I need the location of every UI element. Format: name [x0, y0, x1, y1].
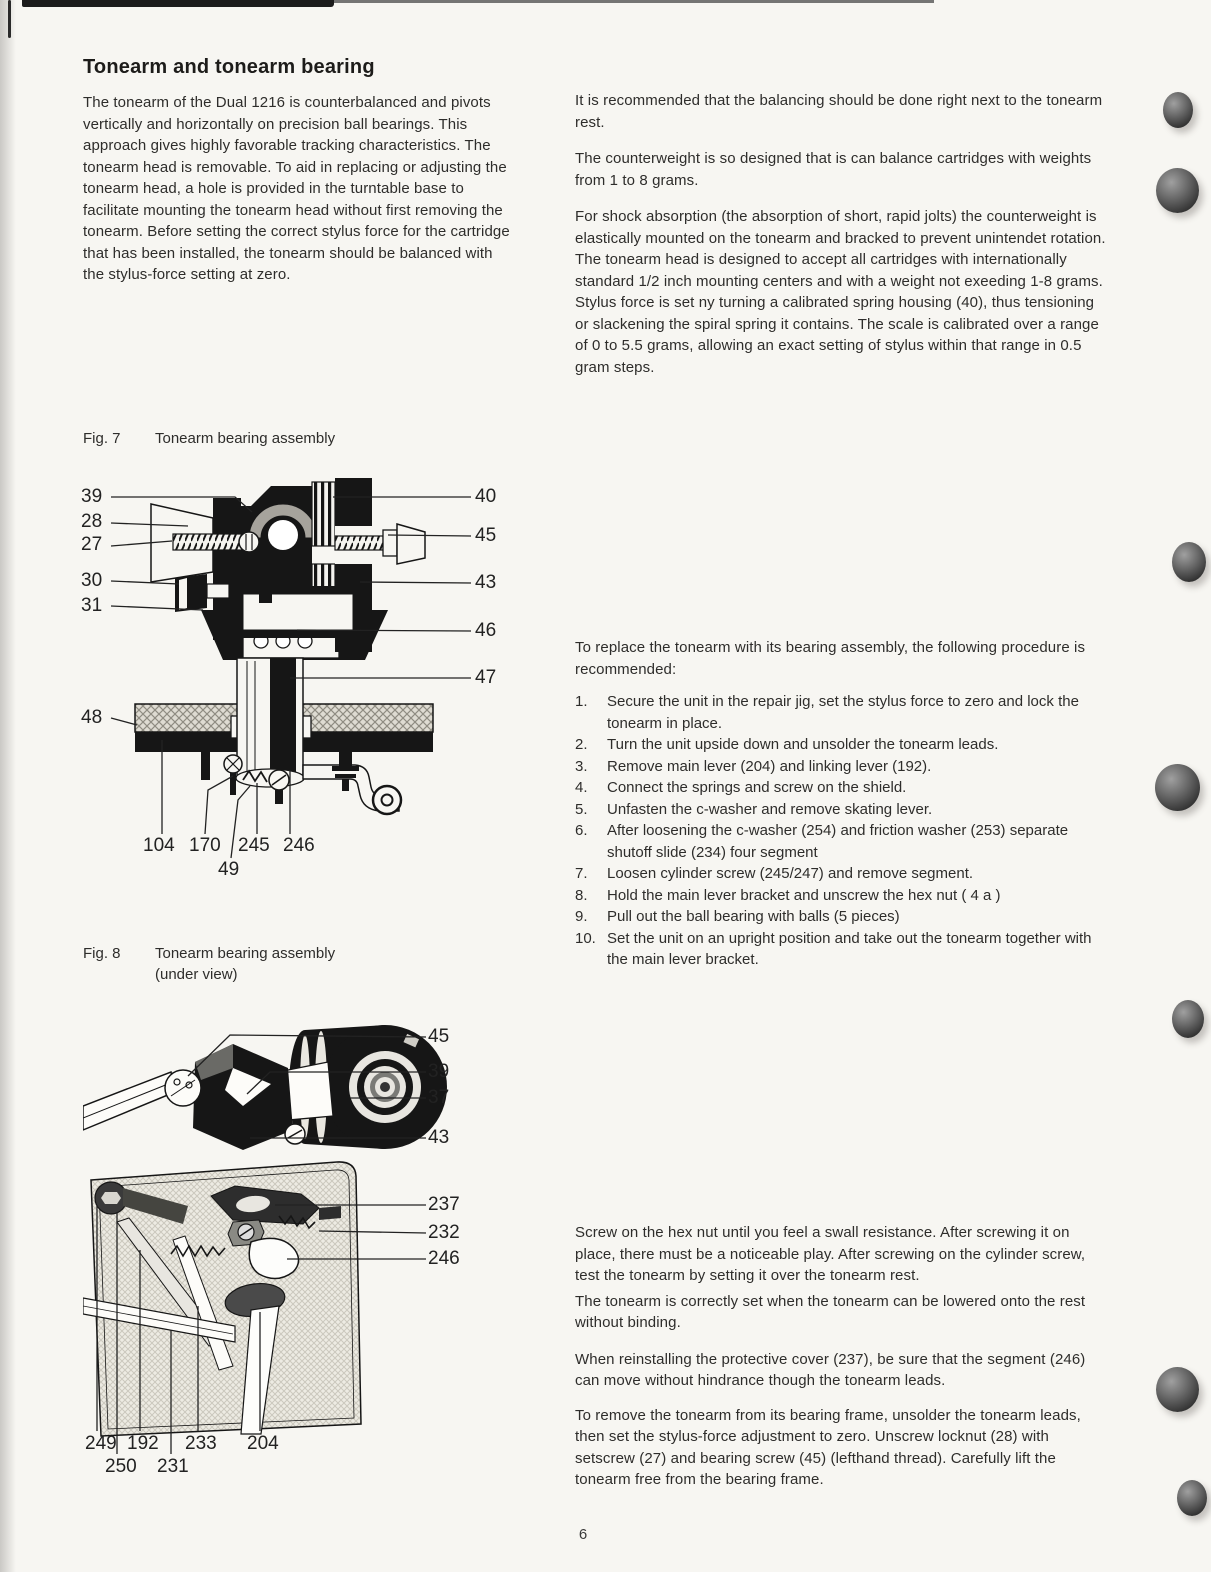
step-number: 4.	[575, 779, 588, 796]
step-text: Loosen cylinder screw (245/247) and remove segment.	[607, 865, 974, 882]
fig8-callout-45: 45	[428, 1026, 450, 1047]
procedure-step	[575, 906, 1108, 928]
fig7-callout-245: 245	[238, 835, 270, 856]
step-number: 8.	[575, 886, 588, 904]
fig7-callout-27: 27	[81, 534, 103, 555]
section-title: Tonearm and tonearm bearing	[83, 56, 375, 78]
step-number: 5.	[575, 800, 588, 818]
page-number: 6	[578, 1526, 588, 1543]
fig7-callout-47: 47	[475, 667, 497, 688]
intro-paragraph: The tonearm of the Dual 1216 is counterbalanced and pivots vertically and horizontally on precision ball bearings. This approach gives highly favorable tracking characteristics. The tonearm head is removable. To aid in replacing or adjusting the tonearm head, a hole is provided in the turntable base to facilitate mounting the tonearm head without first removing the tonearm. Before setting the correct stylus force for the cartridge that has been installed, the tonearm should be balanced with the stylus-force setting at zero.	[83, 94, 510, 283]
scan-blob-artifact	[1155, 764, 1200, 811]
fig8-label: Fig. 8	[83, 945, 121, 962]
procedure-step	[575, 799, 1108, 821]
fig7-callout-48: 48	[81, 707, 103, 728]
fig7-bearing-housing	[151, 478, 425, 652]
scan-blob-artifact	[1177, 1480, 1207, 1516]
fig7-label: Fig. 7	[83, 430, 121, 447]
paragraph-balancing: It is recommended that the balancing should be done right next to the tonearm rest.	[575, 92, 1103, 131]
step-number: 1.	[575, 693, 588, 710]
scan-top-line-artifact	[334, 0, 934, 3]
fig7-drawing	[83, 478, 513, 888]
fig8-callout-232: 232	[428, 1222, 460, 1243]
fig8-caption-text: Tonearm bearing assembly	[155, 945, 336, 962]
paragraph-remove-tonearm: To remove the tonearm from its bearing frame, unsolder the tonearm leads, then set the stylus-force adjustment to zero. Unscrew locknut (28) with setscrew (27) and bearing screw (45) (lefthand thread). Carefully lift the tonearm free from the bearing frame.	[575, 1406, 1081, 1488]
step-text: Secure the unit in the repair jig, set the stylus force to zero and lock the tonearm in place.	[607, 693, 1079, 732]
fig8-callout-37: 37	[428, 1087, 450, 1108]
procedure-block	[575, 637, 1108, 971]
procedure-step	[575, 863, 1108, 885]
scan-blob-artifact	[1156, 168, 1199, 213]
paragraph-shock-absorption: For shock absorption (the absorption of short, rapid jolts) the counterweight is elastically mounted on the tonearm and bracked to prevent unintendet rotation. The tonearm head is designed to accept all cartridges with internationally standard 1/2 inch mounting centers and with a weight not exeeding 1-8 grams. Stylus force is set ny turning a calibrated spring housing (40), thus tensioning or slackening the spiral spring it contains. The scale is calibrated over a range of 0 to 5.5 grams, allowing an exact setting of stylus within that range in 0.5 gram steps.	[575, 208, 1106, 376]
procedure-step	[575, 928, 1108, 971]
procedure-intro: To replace the tonearm with its bearing assembly, the following procedure is recommended:	[575, 639, 1086, 678]
procedure-step	[575, 777, 1108, 799]
procedure-step	[575, 734, 1108, 756]
fig7-callout-28: 28	[81, 511, 103, 532]
fig7-callout-104: 104	[143, 835, 175, 856]
fig7-figure	[83, 478, 513, 888]
step-number: 9.	[575, 908, 588, 925]
fig8-callout-39: 39	[428, 1061, 450, 1082]
paragraph-protective-cover: When reinstalling the protective cover (237), be sure that the segment (246) can move without hindrance though the tonearm leads.	[575, 1350, 1086, 1389]
fig7-caption	[83, 428, 513, 449]
scan-top-bar-artifact	[22, 0, 334, 7]
step-text: Hold the main lever bracket and unscrew the hex nut ( 4 a )	[607, 886, 1001, 904]
fig8-callout-204: 204	[247, 1433, 279, 1454]
fig7-callout-170: 170	[189, 835, 221, 856]
right-bottom-block	[575, 1222, 1108, 1506]
fig7-caption-text: Tonearm bearing assembly	[155, 430, 336, 447]
fig8-callout-192: 192	[127, 1433, 159, 1454]
fig7-callout-46: 46	[475, 620, 497, 641]
step-number: 10.	[575, 929, 596, 947]
step-text: Turn the unit upside down and unsolder the tonearm leads.	[607, 736, 999, 753]
fig7-callout-30: 30	[81, 570, 103, 591]
fig7-callout-43: 43	[475, 572, 497, 593]
paragraph-hex-nut: Screw on the hex nut until you feel a swall resistance. After screwing it on place, there must be a noticeable play. After screwing on the cylinder screw, test the tonearm by setting it over the tonearm rest.	[575, 1224, 1086, 1284]
scan-blob-artifact	[1172, 542, 1206, 582]
page-left-shadow	[0, 0, 16, 1572]
procedure-step	[575, 885, 1108, 907]
fig8-figure	[83, 1010, 513, 1480]
fig8-callout-231: 231	[157, 1456, 189, 1477]
fig8-caption	[83, 943, 513, 985]
fig8-callout-246: 246	[428, 1248, 460, 1269]
scan-blob-artifact	[1172, 1000, 1204, 1038]
fig7-callout-45: 45	[475, 525, 497, 546]
fig7-callout-39: 39	[81, 486, 103, 507]
fig8-callout-233: 233	[185, 1433, 217, 1454]
procedure-step	[575, 691, 1108, 734]
paragraph-correctly-set: The tonearm is correctly set when the tonearm can be lowered onto the rest without binding.	[575, 1292, 1086, 1331]
step-text: Pull out the ball bearing with balls (5 pieces)	[607, 908, 900, 925]
step-number: 2.	[575, 736, 588, 753]
step-number: 3.	[575, 757, 588, 775]
fig7-callout-246: 246	[283, 835, 315, 856]
fig8-callout-250: 250	[105, 1456, 137, 1477]
fig8-tonearm-tube	[83, 1072, 175, 1130]
right-top-block	[575, 90, 1108, 393]
paragraph-counterweight: The counterweight is so designed that is can balance cartridges with weights from 1 to 8 grams.	[575, 150, 1092, 189]
step-text: Connect the springs and screw on the shield.	[607, 779, 907, 796]
fig8-callout-237: 237	[428, 1194, 460, 1215]
step-number: 7.	[575, 865, 588, 882]
procedure-step	[575, 756, 1108, 778]
step-text: Set the unit on an upright position and take out the tonearm together with the main lever bracket.	[607, 929, 1092, 968]
fig8-caption-subtext: (under view)	[155, 966, 238, 983]
procedure-step	[575, 820, 1108, 863]
step-text: After loosening the c-washer (254) and friction washer (253) separate shutoff slide (234) four segment	[607, 822, 1069, 861]
procedure-steps	[575, 691, 1108, 971]
scan-blob-artifact	[1163, 92, 1193, 128]
fig8-callout-249: 249	[85, 1433, 117, 1454]
fig7-callout-40: 40	[475, 486, 497, 507]
fig7-callout-31: 31	[81, 595, 103, 616]
step-text: Unfasten the c-washer and remove skating lever.	[607, 800, 933, 818]
step-number: 6.	[575, 822, 588, 839]
fig8-callout-43: 43	[428, 1127, 450, 1148]
scan-blob-artifact	[1156, 1367, 1199, 1412]
scan-edge-artifact	[8, 0, 11, 38]
fig7-callout-49: 49	[218, 859, 240, 880]
step-text: Remove main lever (204) and linking lever (192).	[607, 757, 932, 775]
